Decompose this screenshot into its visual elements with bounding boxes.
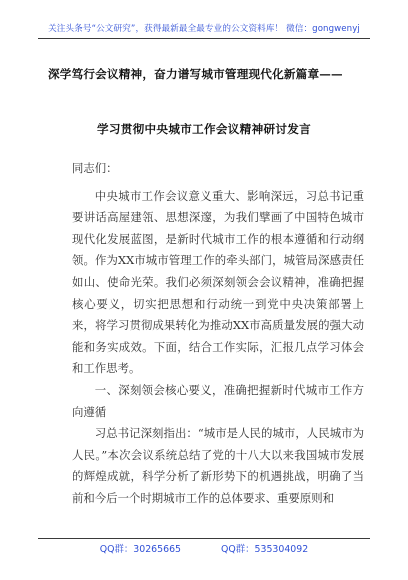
footer-divider <box>38 538 370 539</box>
section-heading-1: 一、深刻领会核心要义，准确把握新时代城市工作方向遵循 <box>72 382 364 419</box>
document-subtitle: 学习贯彻中央城市工作会议精神研讨发言 <box>96 122 312 136</box>
greeting: 同志们： <box>72 161 118 175</box>
paragraph-section-1: 习总书记深刻指出：“城市是人民的城市，人民城市为人民。”本次会议系统总结了党的十八大以来我国城市发展的辉煌成就，科学分析了新形势下的机遇挑战，明确了当前和今后一个时期城市工作的总体要求、重要原则和 <box>72 426 364 505</box>
document-title: 深学笃行会议精神，奋力谱写城市管理现代化新篇章—— <box>48 67 343 81</box>
footer-qq-group-1: QQ群：30265665 <box>99 544 182 555</box>
paragraph-intro: 中央城市工作会议意义重大、影响深远，习总书记重要讲话高屋建瓴、思想深邃，为我们擘画了中国特色城市现代化发展蓝图，是新时代城市工作的根本遵循和行动纲领。作为XX市城市管理工作的牵头部门，城管局深感责任如山、使命光荣。我们必须深刻领会会议精神，准确把握核心要义，切实把思想和行动统一到党中央决策部署上来，将学习贯彻成果转化为推动XX市高质量发展的强大动能和务实成效。下面，结合工作实际，汇报几点学习体会和工作思考。 <box>72 188 364 376</box>
header-banner: 关注头条号“公文研究”，获得最新最全最专业的公文资料库！ 微信：gongwenyj <box>48 24 360 34</box>
document-body <box>72 158 364 510</box>
footer <box>0 541 408 555</box>
footer-qq-group-2: QQ群：535304092 <box>221 544 309 555</box>
header-divider <box>38 38 370 39</box>
